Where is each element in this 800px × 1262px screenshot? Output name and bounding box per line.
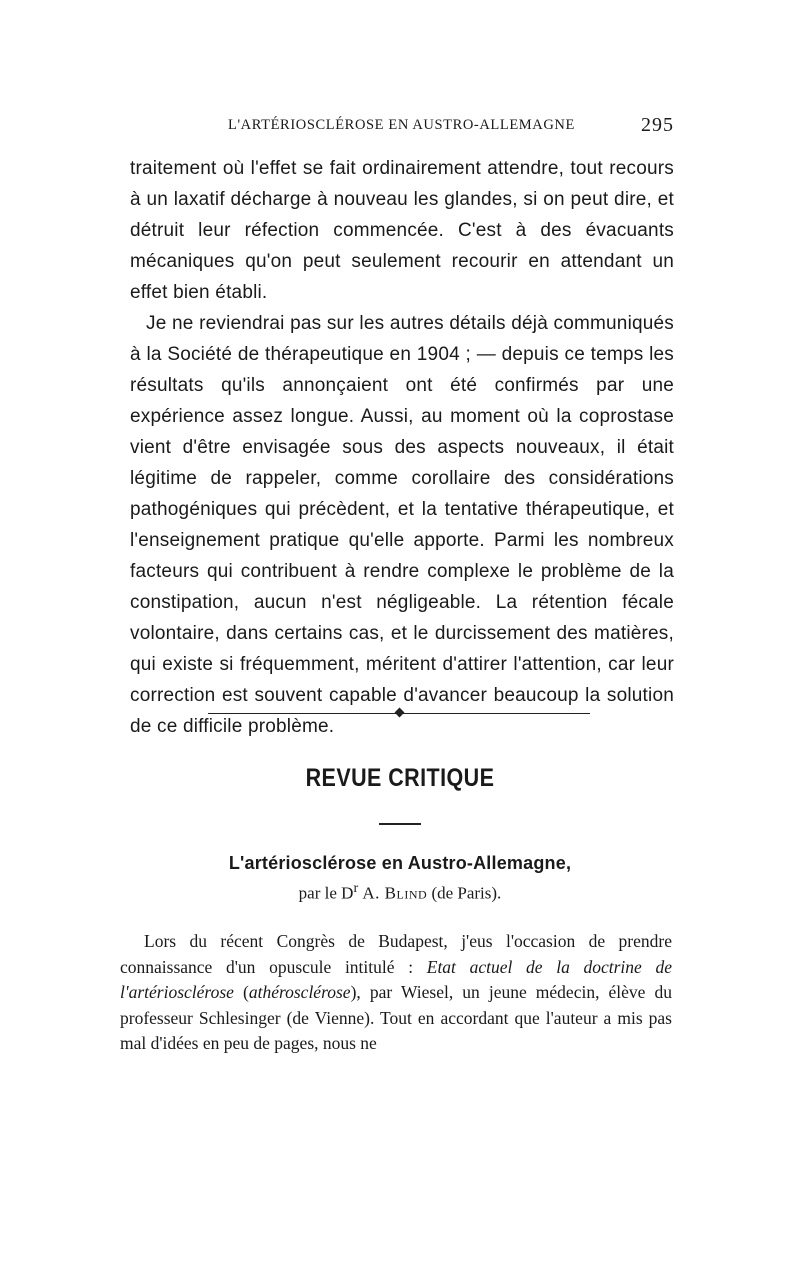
article-text	[120, 929, 672, 1057]
byline-superscript: r	[353, 880, 359, 896]
body-text	[130, 153, 674, 742]
article-byline	[0, 880, 800, 904]
article-text-part-3: ), par Wiesel, un jeune médecin, élève du professeur Schlesinger (de Vienne). Tout en accordant que l'auteur a mis pas mal d'idées en peu de pages, nous ne	[120, 982, 672, 1053]
section-title: REVUE CRITIQUE	[305, 764, 495, 792]
article-italic-term: athérosclérose	[248, 982, 351, 1002]
running-header	[228, 114, 674, 139]
ornamental-separator	[208, 708, 590, 720]
byline-suffix: (de Paris).	[431, 883, 502, 903]
byline-author: A. Blind	[362, 883, 428, 903]
paragraph-2: Je ne reviendrai pas sur les autres détails déjà communiqués à la Société de thérapeutique en 1904 ; — depuis ce temps les résultats qu'ils annonçaient ont été confirmés par une expérience assez longue. Aussi, au moment où la coprostase vient d'être envisagée sous des aspects nouveaux, il était légitime de rappeler, comme corollaire des considérations pathogéniques qui précèdent, et la tentative thérapeutique, et l'enseignement pratique qu'elle apporte. Parmi les nombreux facteurs qui contribuent à rendre complexe le problème de la constipation, aucun n'est négligeable. La rétention fécale volontaire, dans certains cas, et le durcissement des matières, qui existe si fréquemment, méritent d'attirer l'attention, car leur correction est souvent capable d'avancer beaucoup la solution de ce difficile problème.	[130, 313, 674, 737]
article-paragraph	[120, 929, 672, 1057]
page-number: 295	[641, 114, 674, 136]
article-text-part-2: (	[233, 982, 249, 1002]
article-title: L'artériosclérose en Austro-Allemagne,	[228, 853, 572, 873]
short-rule	[379, 823, 421, 825]
byline-prefix: par le D	[298, 883, 354, 903]
diamond-ornament-icon	[395, 708, 405, 718]
article-text-part-1: Lors du récent Congrès de Budapest, j'eus l'occasion de prendre connaissance d'un opuscule intitulé :	[120, 931, 672, 977]
running-title: L'ARTÉRIOSCLÉROSE EN AUSTRO-ALLEMAGNE	[228, 117, 575, 133]
paragraph-1: traitement où l'effet se fait ordinairement attendre, tout recours à un laxatif décharge à nouveau les glandes, si on peut dire, et détruit leur réfection commencée. C'est à des évacuants mécaniques qu'on peut seulement recourir en attendant un effet bien établi.	[130, 158, 674, 303]
article-italic-title: Etat actuel de la doctrine de l'artériosclérose	[120, 956, 673, 1002]
